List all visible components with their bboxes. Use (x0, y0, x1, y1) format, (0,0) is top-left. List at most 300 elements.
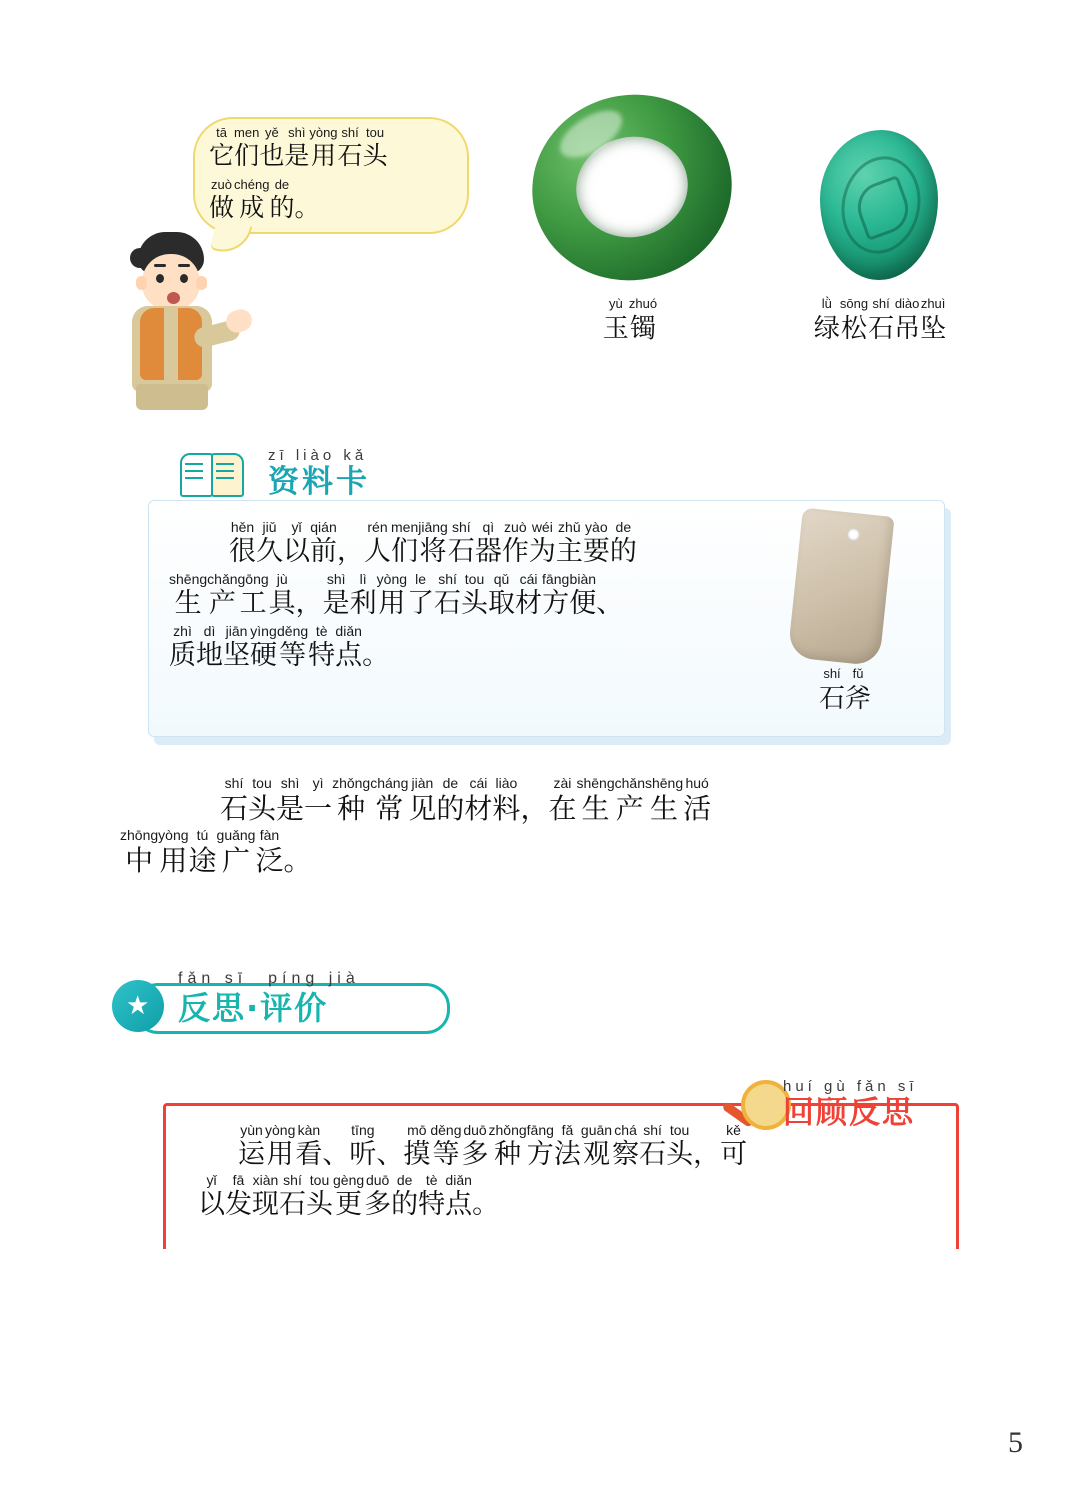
pinyin: shí (283, 1172, 302, 1188)
paragraph-line-2 (120, 827, 1000, 879)
ruby-char (845, 666, 871, 716)
reflection-title: 反思·评价 (178, 989, 329, 1027)
ruby-char (407, 571, 434, 621)
hanzi: 将 (419, 536, 447, 567)
hanzi: 更 (335, 1189, 363, 1220)
review-text (198, 1122, 918, 1222)
pinyin: men (234, 125, 260, 140)
hanzi: 运 (238, 1139, 265, 1170)
ruby-char (527, 1122, 554, 1172)
ruby-char (337, 519, 364, 569)
ruby-char (234, 125, 259, 171)
pinyin: yòng (309, 125, 338, 140)
hanzi: 主 (555, 536, 583, 567)
review-label: 回顾反思 (783, 1095, 915, 1131)
pinyin: zhōng (120, 827, 159, 843)
ruby-char (391, 519, 418, 569)
boy-ear-right (196, 276, 207, 290)
ruby-char (332, 775, 370, 827)
ruby-char (445, 1172, 472, 1222)
pinyin: diào (894, 296, 920, 311)
hanzi: 镯 (630, 314, 657, 344)
stone-axe-caption (770, 666, 920, 716)
pinyin: de (442, 775, 459, 791)
hanzi: 点 (335, 640, 363, 671)
ruby-char (610, 519, 637, 569)
hanzi: 用 (378, 588, 406, 619)
ruby-char (629, 296, 657, 346)
review-box-fade (163, 1249, 959, 1329)
hanzi: 石 (868, 314, 895, 344)
ruby-char (225, 1172, 252, 1222)
ruby-char (279, 1172, 306, 1222)
hanzi: 做 (209, 193, 235, 222)
hanzi: ， (520, 792, 549, 825)
hanzi: 是 (322, 588, 350, 619)
turquoise-pendant-image (820, 130, 938, 280)
ruby-char (283, 827, 311, 879)
pinyin: děng (277, 623, 309, 639)
hanzi: 途 (188, 844, 217, 877)
hanzi: 等 (432, 1139, 460, 1170)
hanzi: 见 (408, 792, 437, 825)
hanzi: ， (337, 536, 364, 567)
ruby-char (488, 571, 515, 621)
ruby-char (283, 519, 310, 569)
pinyin: jiàn (411, 775, 434, 791)
hanzi: 以 (283, 536, 310, 567)
hanzi: 材 (515, 588, 543, 619)
info-card-header (180, 447, 510, 503)
ruby-char (248, 775, 276, 827)
pinyin: chǎn (614, 775, 645, 791)
pinyin: shì (288, 125, 306, 140)
pinyin: yì (312, 775, 324, 791)
caption-ruby (520, 296, 740, 346)
pinyin: liào (495, 775, 518, 791)
hanzi: 多 (461, 1139, 489, 1170)
pinyin (484, 1172, 488, 1188)
hanzi: 工 (239, 588, 267, 619)
pinyin: zhǒng (332, 775, 371, 791)
pinyin: cháng (370, 775, 409, 791)
hanzi: 产 (208, 588, 236, 619)
hanzi: 的 (391, 1189, 419, 1220)
boy-brow-left (154, 264, 166, 267)
pinyin (307, 571, 311, 587)
pinyin: xiàn (252, 1172, 279, 1188)
hanzi: 生 (650, 792, 679, 825)
pinyin: fāng (526, 1122, 554, 1138)
pinyin: chǎn (207, 571, 238, 587)
hanzi: 们 (234, 141, 260, 170)
hanzi: 石 (220, 792, 249, 825)
ruby-char (250, 623, 277, 673)
pinyin (334, 1122, 338, 1138)
hanzi: 方 (542, 588, 570, 619)
pinyin: shì (280, 775, 300, 791)
hanzi: 。 (283, 844, 312, 877)
hanzi: 、 (376, 1139, 404, 1170)
hanzi: 点 (445, 1189, 473, 1220)
ruby-char (377, 571, 407, 621)
hanzi: 料 (492, 792, 521, 825)
boy-mouth (167, 292, 180, 304)
pinyin: dì (203, 623, 216, 639)
ruby-char (349, 1122, 376, 1172)
boy-brow-right (178, 264, 190, 267)
ruby-char (252, 1172, 279, 1222)
ruby-char (217, 827, 256, 879)
ruby-char (269, 177, 294, 223)
ruby-char (434, 571, 461, 621)
hanzi: 很 (229, 536, 256, 567)
hanzi: 用 (159, 844, 188, 877)
ruby-char (391, 1172, 418, 1222)
ruby-char (894, 296, 920, 346)
ruby-char (363, 125, 388, 171)
hanzi: 绿 (813, 314, 840, 344)
pinyin: rén (367, 519, 388, 535)
info-card-line-1 (169, 519, 729, 569)
pinyin: wéi (531, 519, 553, 535)
hanzi: 石 (447, 536, 475, 567)
ruby-char (448, 519, 475, 569)
ruby-char (294, 177, 319, 223)
boy-vest (140, 308, 202, 380)
ruby-char (542, 571, 569, 621)
pinyin: kàn (297, 1122, 321, 1138)
hanzi: 活 (683, 792, 712, 825)
hanzi: 种 (494, 1139, 522, 1170)
hanzi: 。 (362, 640, 390, 671)
hanzi: 坚 (223, 640, 250, 671)
pinyin: chá (614, 1122, 637, 1138)
ruby-char (645, 775, 683, 827)
hanzi: 观 (583, 1139, 610, 1170)
ruby-char (196, 623, 223, 673)
pinyin: guǎng (216, 827, 256, 843)
reflection-title-group (178, 965, 360, 1028)
pinyin: tīng (351, 1122, 375, 1138)
ruby-char (819, 666, 845, 716)
pinyin: hěn (230, 519, 255, 535)
hanzi: 生 (581, 792, 610, 825)
hanzi: 是 (276, 792, 305, 825)
hanzi: 。 (472, 1189, 500, 1220)
hanzi: 方 (526, 1139, 554, 1170)
pinyin: shí (823, 666, 841, 681)
pinyin: tú (196, 827, 209, 843)
ruby-char (276, 775, 304, 827)
hanzi: 人 (364, 536, 391, 567)
pinyin: fǔ (852, 666, 864, 681)
turquoise-pendant-caption (760, 296, 1000, 346)
pinyin (533, 775, 537, 791)
hanzi: 、 (322, 1139, 350, 1170)
pinyin: jiǔ (262, 519, 277, 535)
ruby-char (229, 519, 256, 569)
hanzi: 、 (596, 588, 624, 619)
ruby-char (576, 775, 614, 827)
ruby-char (269, 571, 296, 621)
pinyin: gōng (237, 571, 269, 587)
hanzi: 石 (639, 1139, 667, 1170)
hanzi: 取 (488, 588, 516, 619)
hanzi: 发 (225, 1189, 252, 1220)
pinyin (305, 177, 309, 192)
hanzi: 的 (269, 193, 295, 222)
ruby-char (120, 827, 158, 879)
ruby-char (364, 519, 391, 569)
pinyin: yòng (265, 1122, 296, 1138)
hanzi: 是 (284, 141, 310, 170)
pinyin: tou (252, 775, 272, 791)
hanzi: 头 (461, 588, 489, 619)
main-paragraph (120, 775, 1000, 879)
hanzi: 石 (279, 1189, 306, 1220)
pinyin: zhuó (628, 296, 658, 311)
pinyin: shí (643, 1122, 662, 1138)
hanzi: 器 (474, 536, 502, 567)
hanzi: 坠 (920, 314, 947, 344)
hanzi: 为 (528, 536, 556, 567)
ruby-char (840, 296, 868, 346)
boy-illustration (118, 232, 238, 410)
pinyin: fǎ (561, 1122, 574, 1138)
pinyin: shí (872, 296, 890, 311)
ruby-char (364, 1172, 391, 1222)
ruby-char (209, 177, 234, 223)
pinyin: lǜ (821, 296, 832, 311)
ruby-char (492, 775, 520, 827)
hanzi: 用 (266, 1139, 294, 1170)
ruby-char (310, 519, 337, 569)
bubble-line-1 (195, 119, 467, 171)
ruby-char (556, 519, 583, 569)
pinyin: yǐ (291, 519, 302, 535)
ruby-char (489, 1122, 527, 1172)
ruby-char (277, 623, 308, 673)
pinyin (296, 827, 300, 843)
ruby-char (520, 775, 548, 827)
hanzi: 多 (364, 1189, 392, 1220)
pinyin: shēng (169, 571, 208, 587)
pinyin: jiān (225, 623, 248, 639)
pinyin: duō (463, 1122, 487, 1138)
pinyin: zuò (504, 519, 527, 535)
ruby-char (308, 623, 335, 673)
ruby-char (868, 296, 894, 346)
boy-ear-left (136, 276, 147, 290)
ruby-char (189, 827, 217, 879)
hanzi: 头 (666, 1139, 694, 1170)
hanzi: 用 (310, 141, 336, 170)
pinyin: diǎn (445, 1172, 472, 1188)
hanzi: 作 (501, 536, 529, 567)
jade-bangle-caption (520, 296, 740, 346)
pinyin: shēng (644, 775, 684, 791)
reflection-pinyin: fǎn sī píng jià (178, 970, 360, 987)
pinyin: kě (726, 1122, 741, 1138)
hanzi: 在 (548, 792, 577, 825)
info-card-text (169, 519, 729, 675)
pinyin: zuò (211, 177, 232, 192)
axe-hole (847, 528, 860, 541)
hanzi: 特 (308, 640, 336, 671)
pinyin: le (415, 571, 426, 587)
ruby-char (333, 1172, 364, 1222)
pinyin: sōng (839, 296, 869, 311)
hanzi: 。 (294, 193, 320, 222)
ruby-char (569, 571, 596, 621)
ruby-char (169, 571, 207, 621)
ruby-char (295, 1122, 322, 1172)
ruby-char (169, 623, 196, 673)
ruby-char (596, 571, 623, 621)
pinyin (608, 571, 612, 587)
pinyin: de (274, 177, 290, 192)
pinyin: tou (669, 1122, 690, 1138)
ruby-char (418, 519, 448, 569)
caption-ruby (760, 296, 1000, 346)
pinyin: jiāng (418, 519, 448, 535)
pinyin: huó (685, 775, 709, 791)
hanzi: 硬 (250, 640, 277, 671)
ruby-char (615, 775, 645, 827)
page-number: 5 (1008, 1426, 1023, 1459)
pinyin (388, 1122, 392, 1138)
boy-pants (136, 384, 208, 410)
hanzi: 听 (349, 1139, 377, 1170)
ruby-char (234, 177, 269, 223)
ruby-char (554, 1122, 581, 1172)
ruby-char (430, 1122, 461, 1172)
pinyin: yě (264, 125, 279, 140)
hanzi: 吊 (894, 314, 921, 344)
ruby-char (158, 827, 188, 879)
pinyin: shí (451, 519, 471, 535)
pinyin: shēng (576, 775, 615, 791)
hanzi: 要 (582, 536, 610, 567)
pinyin (349, 519, 353, 535)
pinyin: qǔ (493, 571, 510, 587)
pinyin: lì (359, 571, 367, 587)
ruby-char (666, 1122, 693, 1172)
pinyin: de (615, 519, 632, 535)
ruby-char (502, 519, 529, 569)
review-label-group (783, 1078, 943, 1130)
ruby-char (255, 827, 283, 879)
pinyin: de (396, 1172, 413, 1188)
hanzi: 的 (436, 792, 465, 825)
hanzi: 石 (818, 684, 845, 714)
pinyin: qì (482, 519, 495, 535)
hanzi: 头 (362, 141, 388, 170)
review-line-2 (198, 1172, 918, 1222)
pinyin: fā (232, 1172, 245, 1188)
paragraph-line-1 (120, 775, 1000, 827)
pinyin: zhǔ (558, 519, 581, 535)
hanzi: 常 (375, 792, 404, 825)
ruby-char (238, 1122, 265, 1172)
hanzi: 前 (310, 536, 337, 567)
pinyin: yùn (240, 1122, 263, 1138)
ruby-char (223, 623, 250, 673)
hanzi: 现 (252, 1189, 279, 1220)
hanzi: 地 (196, 640, 223, 671)
pinyin: jù (276, 571, 288, 587)
ruby-char (338, 125, 363, 171)
pinyin: yǐ (206, 1172, 217, 1188)
pinyin (374, 623, 378, 639)
ruby-char (583, 519, 610, 569)
ruby-char (920, 296, 946, 346)
hanzi: 石 (337, 141, 363, 170)
hanzi: 生 (174, 588, 202, 619)
pinyin: shí (341, 125, 359, 140)
hanzi: ， (693, 1139, 721, 1170)
hanzi: 产 (615, 792, 644, 825)
info-card-title-pinyin: zī liào kǎ (268, 447, 368, 464)
pinyin: zhì (173, 623, 192, 639)
hanzi: 以 (198, 1189, 225, 1220)
hanzi: 材 (464, 792, 493, 825)
ruby-char (581, 1122, 612, 1172)
pinyin: yào (585, 519, 608, 535)
pinyin: shí (438, 571, 457, 587)
hanzi: 特 (418, 1189, 446, 1220)
pinyin: shí (224, 775, 244, 791)
pinyin: qián (310, 519, 337, 535)
pinyin: men (391, 519, 419, 535)
hanzi: 看 (295, 1139, 323, 1170)
hanzi: 广 (221, 844, 250, 877)
ruby-char (306, 1172, 333, 1222)
pinyin: cái (519, 571, 538, 587)
ruby-char (238, 571, 269, 621)
hanzi: 头 (306, 1189, 333, 1220)
ruby-char (265, 1122, 295, 1172)
pinyin: tou (464, 571, 485, 587)
ruby-char (418, 1172, 445, 1222)
ruby-char (461, 571, 488, 621)
hanzi: 松 (840, 314, 867, 344)
hanzi: 头 (248, 792, 277, 825)
bubble-line-2 (195, 171, 467, 223)
hanzi: 斧 (845, 684, 872, 714)
pinyin: tou (309, 1172, 330, 1188)
pinyin: tè (315, 623, 328, 639)
review-label-pinyin: huí gù fǎn sī (783, 1078, 918, 1095)
pinyin: biàn (569, 571, 597, 587)
info-card-title-group (268, 447, 370, 500)
hanzi: 泛 (255, 844, 284, 877)
stone-axe-image (795, 512, 887, 667)
ruby-char (639, 1122, 666, 1172)
ruby-char (323, 571, 350, 621)
hanzi: 质 (169, 640, 196, 671)
hanzi: 的 (609, 536, 637, 567)
hanzi: 了 (407, 588, 435, 619)
pinyin: yù (609, 296, 623, 311)
ruby-char (403, 1122, 430, 1172)
hanzi: 利 (349, 588, 377, 619)
ruby-char (612, 1122, 639, 1172)
magnifier-icon (715, 1078, 793, 1130)
pinyin: gèng (333, 1172, 365, 1188)
ruby-char (376, 1122, 403, 1172)
